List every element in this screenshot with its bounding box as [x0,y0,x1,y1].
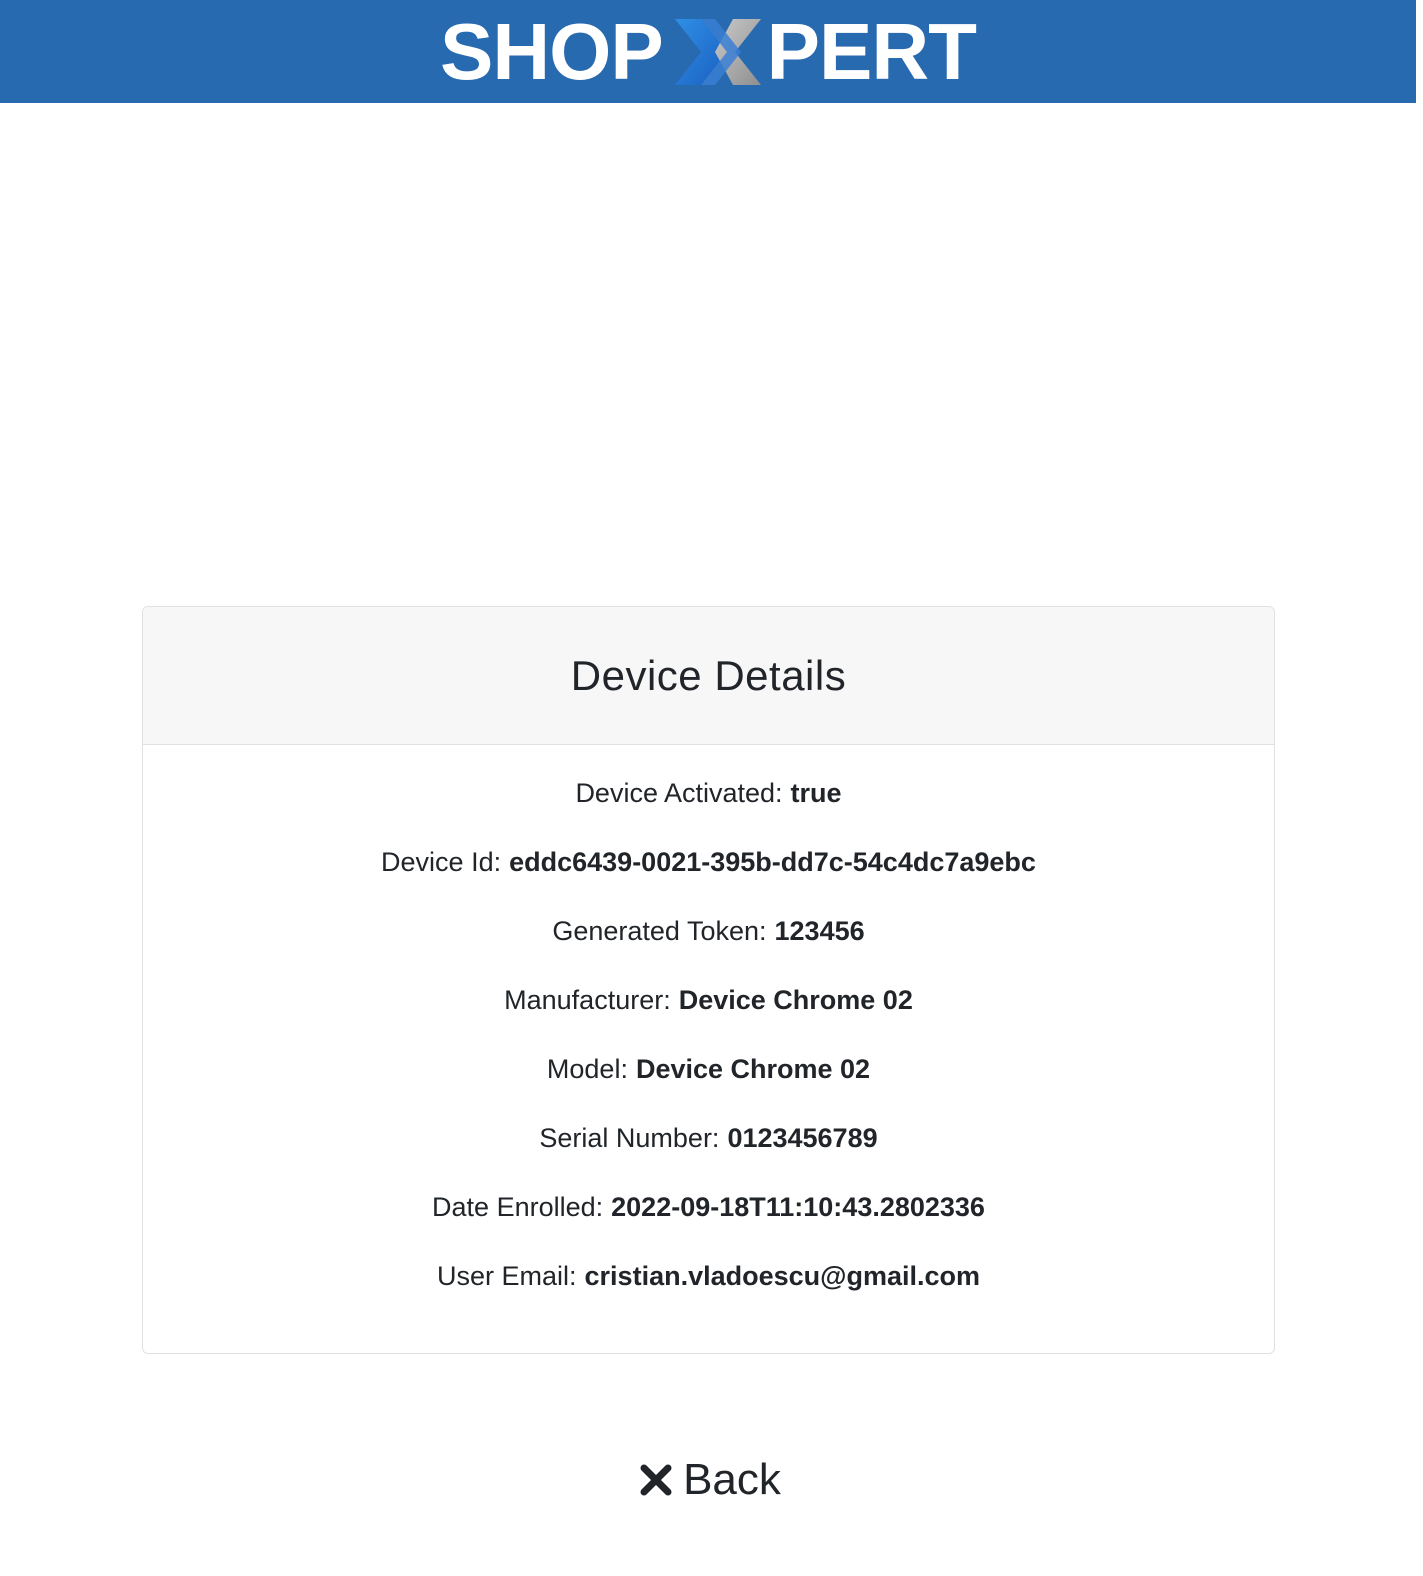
detail-row-model [143,1052,1274,1121]
detail-value: true [790,778,842,808]
detail-label: Generated Token: [552,916,767,946]
detail-row-generated-token [143,914,1274,983]
logo-x-icon [671,17,763,87]
close-icon [639,1463,673,1497]
detail-value: eddc6439-0021-395b-dd7c-54c4dc7a9ebc [509,847,1036,877]
card-title: Device Details [570,651,847,699]
detail-value: Device Chrome 02 [635,1054,871,1084]
detail-row-device-id [143,845,1274,914]
detail-value: Device Chrome 02 [678,985,913,1015]
back-button-label: Back [683,1455,781,1504]
detail-value: cristian.vladoescu@gmail.com [584,1261,980,1291]
detail-row-user-email [143,1259,1274,1328]
detail-label: Manufacturer: [504,985,671,1015]
logo-text-pert: PERT [766,6,977,96]
detail-label: Model: [546,1054,628,1084]
back-button[interactable] [620,1448,800,1512]
logo-text-shop: SHOP [439,6,663,96]
detail-value: 2022-09-18T11:10:43.2802336 [611,1192,985,1222]
app-header [0,0,1416,103]
detail-label: User Email: [437,1261,577,1291]
detail-label: Date Enrolled: [432,1192,604,1222]
card-body [143,745,1274,1328]
detail-row-serial-number [143,1121,1274,1190]
detail-label: Device Activated: [575,778,783,808]
detail-row-date-enrolled [143,1190,1274,1259]
shopxpert-logo [440,0,976,103]
device-details-card [142,606,1275,1354]
detail-value: 0123456789 [727,1123,878,1153]
card-header [143,607,1274,745]
detail-value: 123456 [774,916,865,946]
detail-row-device-activated [143,776,1274,845]
detail-row-manufacturer [143,983,1274,1052]
detail-label: Device Id: [381,847,502,877]
detail-label: Serial Number: [539,1123,720,1153]
